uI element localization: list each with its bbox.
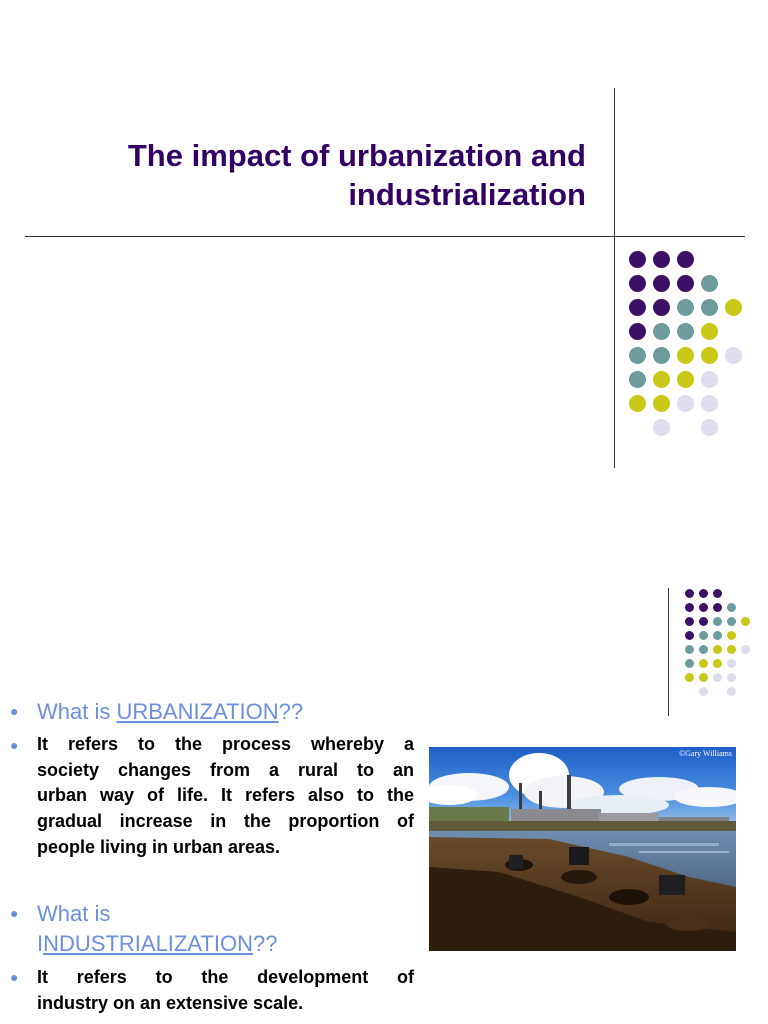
- slide2-divider-vertical: [668, 588, 669, 716]
- decorative-dot: [699, 589, 708, 598]
- decorative-dot: [653, 251, 670, 268]
- decorative-dot: [629, 347, 646, 364]
- decorative-dot: [677, 251, 694, 268]
- title-divider-horizontal: [25, 236, 745, 237]
- decorative-dot: [701, 323, 718, 340]
- question-urbanization: [37, 697, 303, 727]
- decorative-dot: [653, 419, 670, 436]
- decorative-dot: [727, 645, 736, 654]
- question-suffix: ??: [278, 699, 304, 724]
- decorative-dot: [653, 299, 670, 316]
- question-prefix: What is: [37, 699, 117, 724]
- decorative-dot: [699, 631, 708, 640]
- decorative-dot: [699, 617, 708, 626]
- answer-line: It refers to the development of: [37, 967, 414, 987]
- decorative-dot: [713, 631, 722, 640]
- decorative-dot: [699, 687, 708, 696]
- decorative-dot: [685, 617, 694, 626]
- decorative-dot: [685, 659, 694, 668]
- answer-line: society changes from a rural to an: [37, 759, 414, 780]
- decorative-dot: [701, 275, 718, 292]
- decorative-dot: [685, 603, 694, 612]
- decorative-dot: [701, 395, 718, 412]
- decorative-dot: [685, 673, 694, 682]
- bullet-icon: ●: [10, 737, 19, 753]
- decorative-dot: [677, 347, 694, 364]
- answer-line: people living in urban areas.: [37, 836, 281, 857]
- bullet-icon: ●: [10, 969, 19, 985]
- decorative-dot: [699, 645, 708, 654]
- decorative-dot: [653, 371, 670, 388]
- industrial-coast-illustration: [429, 747, 736, 951]
- decorative-dot: [713, 617, 722, 626]
- decorative-dot: [727, 617, 736, 626]
- decorative-dot: [713, 645, 722, 654]
- decorative-dot: [629, 395, 646, 412]
- decorative-dot: [727, 673, 736, 682]
- slide-title-line-1: The impact of urbanization and: [127, 138, 586, 173]
- answer-industrialization: [37, 965, 414, 1016]
- bullet-icon: ●: [10, 905, 19, 921]
- decorative-dot: [653, 323, 670, 340]
- decorative-dot: [629, 251, 646, 268]
- answer-line: urban way of life. It refers also to the: [37, 785, 414, 806]
- decorative-dot: [677, 323, 694, 340]
- question-prefix: I: [37, 931, 44, 956]
- question-suffix: ??: [252, 931, 278, 956]
- decorative-dot: [727, 631, 736, 640]
- title-divider-vertical: [614, 88, 615, 468]
- slide-title: [40, 136, 586, 214]
- decorative-dot: [629, 371, 646, 388]
- decorative-dot: [629, 275, 646, 292]
- decorative-dot: [699, 673, 708, 682]
- decorative-dot: [701, 419, 718, 436]
- decorative-dot: [677, 371, 694, 388]
- decorative-dot: [701, 347, 718, 364]
- answer-urbanization: [37, 732, 414, 861]
- decorative-dot: [701, 299, 718, 316]
- decorative-dot: [685, 631, 694, 640]
- urbanization-link[interactable]: URBANIZATION: [116, 699, 279, 724]
- answer-line: gradual increase in the proportion of: [37, 811, 414, 832]
- industrialization-link[interactable]: NDUSTRIALIZATION: [43, 931, 253, 956]
- decorative-dot: [713, 589, 722, 598]
- decorative-dot: [727, 687, 736, 696]
- decorative-dot: [713, 659, 722, 668]
- answer-line: industry on an extensive scale.: [37, 992, 304, 1013]
- decorative-dot: [713, 603, 722, 612]
- decorative-dot: [653, 395, 670, 412]
- slide-title-line-2: industrialization: [348, 177, 586, 212]
- decorative-dot: [653, 347, 670, 364]
- decorative-dot: [701, 371, 718, 388]
- decorative-dot: [699, 603, 708, 612]
- decorative-dot: [725, 299, 742, 316]
- decorative-dot: [699, 659, 708, 668]
- decorative-dot: [629, 323, 646, 340]
- decorative-dot: [727, 603, 736, 612]
- decorative-dot: [629, 299, 646, 316]
- question-line-1: What is: [37, 901, 111, 926]
- decorative-dot: [677, 299, 694, 316]
- decorative-dot: [725, 347, 742, 364]
- decorative-dot: [713, 673, 722, 682]
- photo-credit: ©Gary Williams: [679, 749, 732, 758]
- decorative-dot: [741, 645, 750, 654]
- bullet-icon: ●: [10, 703, 19, 719]
- decorative-dot: [727, 659, 736, 668]
- decorative-dot: [677, 395, 694, 412]
- industrial-coast-photo: [429, 747, 736, 951]
- decorative-dot: [685, 645, 694, 654]
- decorative-dot: [741, 617, 750, 626]
- decorative-dot: [653, 275, 670, 292]
- decorative-dot: [677, 275, 694, 292]
- answer-line: It refers to the process whereby a: [37, 734, 414, 754]
- question-industrialization: [37, 899, 277, 959]
- decorative-dot: [685, 589, 694, 598]
